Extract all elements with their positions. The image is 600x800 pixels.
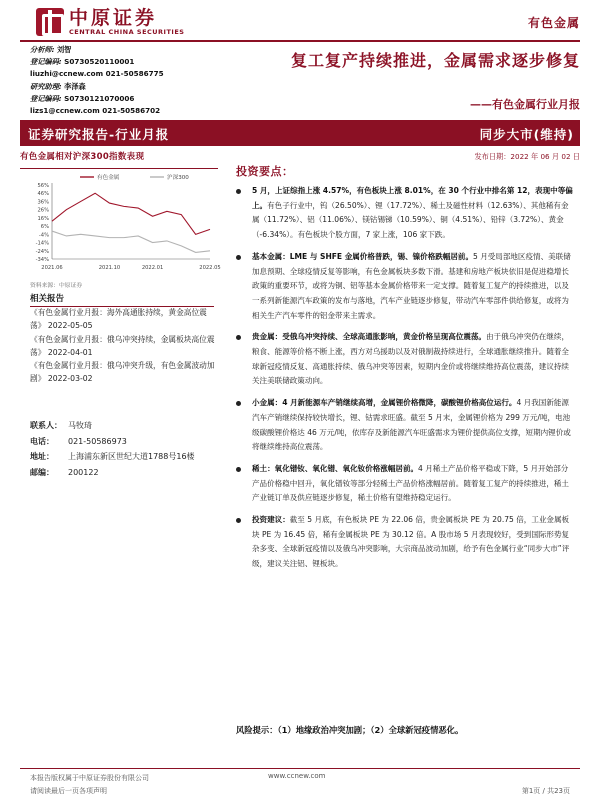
x-tick-label: 2022.05 bbox=[199, 265, 221, 271]
y-tick-label: 46% bbox=[37, 191, 49, 198]
key-point: 小金属：4 月新能源车产销继续高增，金属锂价格微降，碳酸锂价格高位运行。4 月我国新能源汽车产销继续保持较快增长，锂、钴需求旺盛。截至 5 月末，金属锂价格为 299 万元/吨，电池级碳酸锂价格达 46 万元/吨，依库存及新能源汽车旺盛需求为锂价提供高位支撑，短期内锂价或将继续维持高位震荡。 bbox=[234, 396, 574, 455]
y-tick-label: 56% bbox=[37, 183, 49, 189]
analyst-info bbox=[30, 44, 190, 117]
contact-row: 联系人： 马牧琦 bbox=[30, 421, 92, 430]
risk-warning: 风险提示：（1）地缘政治冲突加剧；（2）全球新冠疫情恶化。 bbox=[236, 725, 464, 735]
bullet-icon bbox=[236, 335, 241, 340]
contact-row: 电话： 021-50586973 bbox=[30, 436, 127, 446]
y-tick-label: -34% bbox=[35, 257, 49, 263]
x-tick-label: 2021.06 bbox=[41, 265, 63, 271]
rating: 同步大市(维持) bbox=[479, 127, 574, 142]
key-point: 投资建议：截至 5 月底，有色板块 PE 为 22.06 倍，贵金属板块 PE 为 20.75 倍，工业金属板块 PE 为 16.45 倍，稀有金属板块 PE 为 30.12 倍。A 股市场 5 月表现较好，受到国际形势复杂多变、全球新冠疫情以及俄乌冲突影响，大宗商品波动加剧，给予有色金属行业“同步大市”评级，建议关注铝、锂板块。 bbox=[234, 513, 574, 572]
footer-notice bbox=[30, 772, 149, 798]
logo-mark-icon bbox=[36, 8, 64, 36]
analyst-row: 登记编码: S0730520110001 bbox=[30, 57, 135, 67]
y-tick-label: 26% bbox=[37, 207, 49, 214]
sector-label: 有色金属 bbox=[527, 16, 580, 30]
bullet-icon bbox=[236, 518, 241, 523]
y-tick-label: -24% bbox=[35, 248, 49, 255]
x-tick-label: 2021.10 bbox=[98, 265, 121, 271]
publish-date: 发布日期：2022 年 06 月 02 日 bbox=[474, 152, 580, 161]
contact-info bbox=[30, 418, 216, 480]
company-logo bbox=[36, 8, 184, 36]
y-tick-label: 36% bbox=[37, 199, 49, 206]
page-number: 第1页 / 共23页 bbox=[521, 787, 570, 795]
related-report-item[interactable]: 《有色金属行业月报：俄乌冲突持续，金属板块高位震荡》 2022-04-01 bbox=[30, 334, 215, 357]
legend-label: 沪深300 bbox=[167, 175, 189, 181]
key-points-title: 投资要点： bbox=[236, 165, 294, 178]
y-tick-label: -14% bbox=[35, 240, 49, 247]
chart-source: 资料来源：中原证券 bbox=[30, 283, 83, 289]
chart-svg bbox=[20, 169, 221, 273]
analyst-row: liuzhi@ccnew.com 021-50586775 bbox=[30, 69, 164, 79]
report-type-band bbox=[20, 120, 580, 146]
y-tick-label: 6% bbox=[40, 224, 49, 231]
analyst-row: 分析师: 刘智 bbox=[30, 45, 72, 54]
x-tick-label: 2022.01 bbox=[141, 265, 164, 271]
footer-divider bbox=[20, 768, 580, 769]
analyst-row: lizs1@ccnew.com 021-50586702 bbox=[30, 106, 161, 116]
key-point: 5 月，上证综指上涨 4.57%，有色板块上涨 8.01%，在 30 个行业中排名第 12，表现中等偏上。有色子行业中，钨（26.50%）、锂（17.72%）、稀土及磁性材料（12.63%）、其他稀有金属（11.72%）、铝（11.06%）、镁钴锡锑（10.59%）、铜（4.51%）、铅锌（3.72%）、黄金（-6.34%）。有色板块个股方面，7 家上涨，106 家下跌。 bbox=[234, 184, 574, 243]
performance-chart bbox=[20, 168, 221, 272]
analyst-row: 登记编码: S0730121070006 bbox=[30, 93, 135, 103]
report-type: 证券研究报告-行业月报 bbox=[28, 127, 170, 142]
legend-label: 有色金属 bbox=[97, 175, 120, 181]
chart-title: 有色金属相对沪深300指数表现 bbox=[20, 152, 145, 162]
series-line bbox=[52, 193, 210, 234]
related-reports-title: 相关报告 bbox=[30, 292, 214, 307]
contact-row: 地址： 上海浦东新区世纪大道1788号16楼 bbox=[30, 452, 195, 461]
page-header bbox=[20, 0, 580, 42]
report-subtitle: ——有色金属行业月报 bbox=[470, 98, 580, 111]
related-report-item[interactable]: 《有色金属行业月报：俄乌冲突升级，有色金属波动加剧》 2022-03-02 bbox=[30, 361, 215, 384]
contact-row: 邮编： 200122 bbox=[30, 467, 99, 477]
key-points-list bbox=[234, 184, 574, 579]
bullet-icon bbox=[236, 401, 241, 406]
disclaimer-link[interactable]: 请阅读最后一页各项声明 bbox=[30, 787, 107, 795]
website-link[interactable]: www.ccnew.com bbox=[268, 772, 326, 780]
header-divider bbox=[20, 40, 580, 42]
bullet-icon bbox=[236, 255, 241, 260]
logo-cn-text: 中原证券 bbox=[69, 7, 158, 29]
bullet-icon bbox=[236, 467, 241, 472]
key-point: 基本金属：LME 与 SHFE 金属价格普跌，锡、镍价格跌幅居前。5 月受局部地区疫情、美联储加息预期、全球疫情反复等影响，有色金属板块多数下滑。基建和房地产板块依旧是促进稳增长政策的重要环节，或将为铜、铝等基本金属价格带来一定支撑。随着复工复产的持续推进，以及一系列新能源汽车政策的发布与落地，汽车产业链逐步修复，带动汽车零部件供给修复，或将为相关生产汽车零件的铝金带来主需求。 bbox=[234, 250, 574, 324]
y-tick-label: 16% bbox=[37, 215, 49, 222]
copyright-text: 本报告版权属于中原证券股份有限公司 bbox=[30, 774, 149, 782]
bullet-icon bbox=[236, 189, 241, 194]
report-title: 复工复产持续推进，金属需求逐步修复 bbox=[290, 51, 580, 70]
key-point: 稀土：氧化镨钕、氧化镨、氧化钕价格涨幅居前。4 月稀土产品价格平稳或下降，5 月开始部分产品价格稳中回升，氧化镨钕等部分轻稀土产品价格涨幅居前。随着复工复产的持续推进，稀土产业链订单及供应链逐步修复，稀土价格有望维持稳定运行。 bbox=[234, 462, 574, 506]
y-tick-label: -4% bbox=[38, 232, 49, 239]
series-line bbox=[52, 231, 210, 252]
related-reports-list bbox=[30, 306, 216, 386]
key-point: 贵金属：受俄乌冲突持续、全球高通胀影响，黄金价格呈现高位震荡。由于俄乌冲突仍在继续，粮食、能源等价格不断上涨，西方对乌援助以及对俄制裁持续进行，全球通胀继续推升。随着全球新冠疫情反复、高通胀持续、俄乌冲突等因素，短期内金价或将继续维持高位震荡，建议持续关注美联储政策动向。 bbox=[234, 330, 574, 389]
related-report-item[interactable]: 《有色金属行业月报：海外高通胀持续，黄金高位震荡》 2022-05-05 bbox=[30, 308, 207, 331]
logo-en-text: CENTRAL CHINA SECURITIES bbox=[69, 28, 185, 36]
analyst-row: 研究助理: 李泽森 bbox=[30, 81, 86, 91]
